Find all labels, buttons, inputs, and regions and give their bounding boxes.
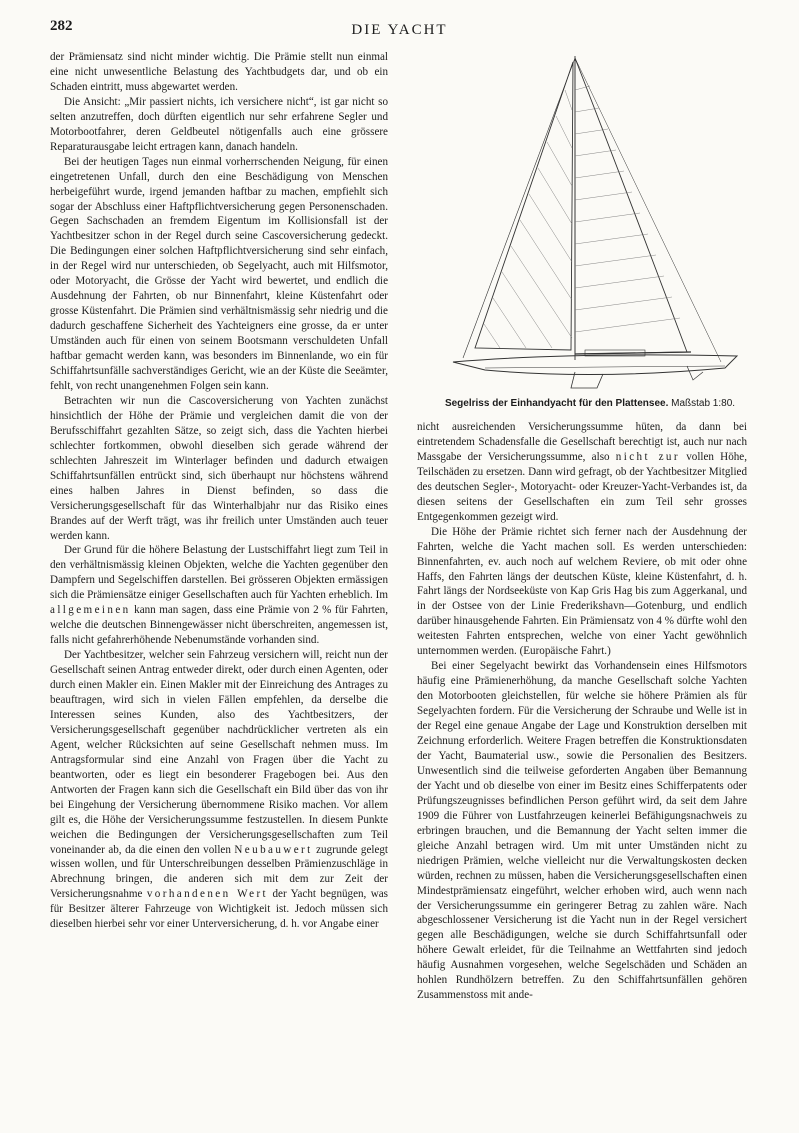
text-run: vollen Höhe, Teilschäden zu ersetzen. Dann wird gefragt, ob der Yachtbesitzer Mitglied des deutschen Segler-, Motoryacht- oder Kreuzer-Yacht-Verbandes ist, da diesen seitens der Gesellschaften ein zum Teil sehr grosses Entgegenkommen gezeigt wird. xyxy=(417,450,747,523)
hull-outline xyxy=(453,350,737,388)
caption-scale: Maßstab 1:80. xyxy=(671,398,736,409)
text-run: Der Grund für die höhere Belastung der Lustschiffahrt liegt zum Teil in den verhältnismässig kleinen Objekten, welche die Yachten gegenüber den Dampfern und Segelschiffen darstellen. Bei grösseren Objekten ermässigen sich die Prämiensätze einiger Gesellschaften auch für Yachten erheblich. Im xyxy=(50,544,388,602)
running-title: DIE YACHT xyxy=(351,22,448,38)
paragraph: der Prämiensatz sind nicht minder wichtig. Die Prämie stellt nun einmal eine nicht unwesentliche Belastung des Yachtbudgets dar, und ob ein Schaden eintritt, muss abgewartet werden. xyxy=(50,51,388,93)
boom-line xyxy=(575,352,691,354)
text-run: nicht ausreichenden Versicherungssumme hüten, da dann bei eintretendem Schadensfalle die Gesellschaft berechtigt ist, auch nur nach Massgabe der Versicherungssumme, also xyxy=(417,421,747,463)
forestay-line xyxy=(463,58,575,358)
spaced-text: Neubauwert xyxy=(234,843,313,856)
text-run: zugrunde gelegt wissen wollen, und für Unterschreibungen desselben Prämienzuschläge in Abrechnung bringen, die anderen sich mit dem zur Zeit der Versicherungsnahme xyxy=(50,843,389,901)
paragraph: Die Ansicht: „Mir passiert nichts, ich versichere nicht“, ist gar nicht so selten anzutreffen, doch dürften eigentlich nur sehr erfahrene Segler und Motorbootfahrer, deren Geldbeutel nötigenfalls auch eine grössere Reparaturausgabe leicht ertragen kann, danach handeln. xyxy=(50,95,388,153)
paragraph: Bei einer Segelyacht bewirkt das Vorhandensein eines Hilfsmotors häufig eine Prämienerhöhung, da manche Gesellschaft solche Yachten den Motorbooten gleichstellen, für welche sie höhere Prämien als für Segelyachten fordern. Für die Versicherung der Schraube und Welle ist in der Regel eine genaue Angabe der Lage und Konstruktion derselben mit Zeichnung erforderlich. Weitere Fragen betreffen die Konstruktionsdaten der Yacht, Baumaterial usw., sowie die Personalien des Besitzers. Unwesentlich sind die teilweise geforderten Angaben über Bemannung der Yacht und ob dieselbe von einer im Besitz eines Schifferpatents oder Prüfungszeugnisses befindlichen Person geführt wird, da seit dem Jahre 1909 die Führer von Lustfahrzeugen keinerlei Befähigungsnachweis zu erbringen brauchen, und die Bemannung der Yacht selten immer die gleiche Anzahl betragen wird. Um mit unter Umständen nicht zu niedrigen Prämien, welche vielleicht nur die Verwaltungskosten decken würden, rechnen zu müssen, haben die Versicherungsgesellschaften einen Mindestprämiensatz eingeführt, welcher erhoben wird, auch wenn nach der Versicherungssumme ein geringerer Betrag zu zahlen wäre. Nach abgeschlossener Versicherung ist die Yacht nun in der Regel versichert gegen alle Beschädigungen, welche sie durch Schiffahrtsunfall oder höhere Gewalt erleidet, für die Teilnahme an Wettfahrten sind jedoch häufig Ausnahmen vorgesehen, welche Segelschäden und Schäden an hohlen Rundhölzern betreffen. Zu den Schiffahrtsunfällen gehören Zusammenstoss mit ande- xyxy=(417,660,747,1002)
paragraph: Die Höhe der Prämie richtet sich ferner nach der Ausdehnung der Fahrten, welche die Yacht machen soll. Es werden unterschieden: Binnenfahrten, ev. auch noch auf welchem Reviere, ob mit oder ohne Haffs, den Fahrten längs der deutschen Küste, kleine Küstenfahrt, d. h. Fahrt längs der Nordseeküste von Kap Gris Hag bis zum Aggerkanal, und in der Ostsee von der Linie Frederikshavn—Gotenburg, und endlich darüber hinausgehende Fahrten. Ein Prämiensatz von 4 % dürfte wohl den weitesten Fahrten entsprechen, welche von einer Yacht gewöhnlich unternommen werden. (Europäische Fahrt.) xyxy=(417,525,747,658)
right-column xyxy=(417,420,747,1003)
sail-plan-drawing xyxy=(425,50,760,395)
paragraph xyxy=(417,420,747,525)
paragraph: Betrachten wir nun die Cascoversicherung von Yachten zunächst hinsichtlich der Höhe der Prämie und vergleichen damit die von der Berufsschiffahrt gezahlten Sätze, so zeigt sich, dass die Yachten hierbei schlechter fortkommen, obwohl dieselben sich gerade während der schlechten Jahreszeit im Winterlager befinden und dadurch etwaigen Schiffahrtsunfällen entrückt sind, sich überhaupt nur höchstens während eines halben Jahres in Dienst befinden, so dass die Versicherungsgesellschaft für das Winterhalbjahr nur das Risiko eines Brandes auf der Werft trägt, was ihr freilich unter Umständen auch teuer werden kann. xyxy=(50,394,388,542)
caption-title: Segelriss der Einhandyacht für den Plattensee. xyxy=(444,398,669,409)
text-run: Der Yachtbesitzer, welcher sein Fahrzeug versichern will, reicht nun der Gesellschaft seinen Antrag entweder direkt, oder durch einen Agenten, oder durch einen Makler ein. Einen Makler mit der Einreichung des Antrages zu beauftragen, wird sich in vielen Fällen empfehlen, da derselbe die Interessen seines Kunden, also des Yachtbesitzers, der Versicherungsgesellschaft gegenüber nachdrücklicher vertreten als ein Agent, welcher Rücksichten auf seine Gesellschaft nehmen muss. Im Antragsformular sind eine Anzahl von Fragen über die Yacht zu beantworten, oder es liegt ein besonderer Fragebogen bei. Aus den Antworten der Fragen kann sich die Gesellschaft ein Bild über das von ihr bei Eingehung der Versicherung übernommene Risiko machen. Vor allem gilt es, die Höhe der Versicherungssumme festzustellen. In diesem Punkte weichen die Bedingungen der Versicherungsgesellschaften zum Teil voneinander ab, da die einen den vollen xyxy=(50,649,388,856)
left-column xyxy=(50,50,388,932)
sail-panel-lines xyxy=(484,86,680,348)
spaced-text: nicht zur xyxy=(615,450,680,463)
sail-plan-figure xyxy=(425,50,760,395)
text-run: kann man sagen, dass eine Prämie von 2 % für Fahrten, welche die deutschen Binnengewässer nicht überschreiten, angemessen ist, falls nicht gefahrerhöhende Nebenumstände vorhanden sind. xyxy=(50,604,388,647)
paragraph: Bei der heutigen Tages nun einmal vorherrschenden Neigung, für einen eingetretenen Unfall, durch den eine Beschädigung von Menschen herbeigeführt wurde, irgend jemanden haftbar zu machen, empfiehlt sich sogar der Abschluss einer Haftpflichtversicherung gegen Personenschaden. Gegen Sachschaden an fremdem Eigentum im Kollisionsfall ist der Yachtbesitzer schon in der Regel durch seine Cascoversicherung gedeckt. Die Bedingungen einer solchen Haftpflichtversicherung sind sehr einfach, in der Regel wird nur unterschieden, ob Segelyacht, auch mit Hilfsmotor, oder Motoryacht, die Grösse der Yacht wird bewertet, und endlich die Ausdehnung der Fahrten, ob nur Binnenfahrt, kleine Küstenfahrt oder grosse Küstenfahrt. Die Prämien sind verhältnismässig sehr niedrig und die dadurch geschaffene Sicherheit des Yachteigners eine grosse, da er unter Umständen auch für einen von seinem Bootsmann verschuldeten Unfall haftbar gemacht werden kann, was besonders im Binnenlande, wo ein für Schiffahrtsunfälle sachverständiges Gericht, wie an der Küste die Seeämter, fehlt, von recht unangenehmen Folgen sein kann. xyxy=(50,155,388,392)
figure-caption xyxy=(400,398,780,409)
jib-outline xyxy=(475,62,573,350)
paragraph xyxy=(50,543,388,648)
text-run: der Yacht begnügen, was für Besitzer älterer Fahrzeuge von Wichtigkeit ist. Jedoch müssen sich dieselben hierbei sehr vor einer Unterversicherung, d. h. vor Angabe einer xyxy=(50,888,388,931)
mainsail-outline xyxy=(575,58,687,354)
spaced-text: vorhandenen Wert xyxy=(146,888,269,901)
page-number: 282 xyxy=(50,18,73,34)
paragraph xyxy=(50,648,388,932)
spaced-text: allgemeinen xyxy=(50,604,131,617)
backstay-line xyxy=(575,58,721,362)
